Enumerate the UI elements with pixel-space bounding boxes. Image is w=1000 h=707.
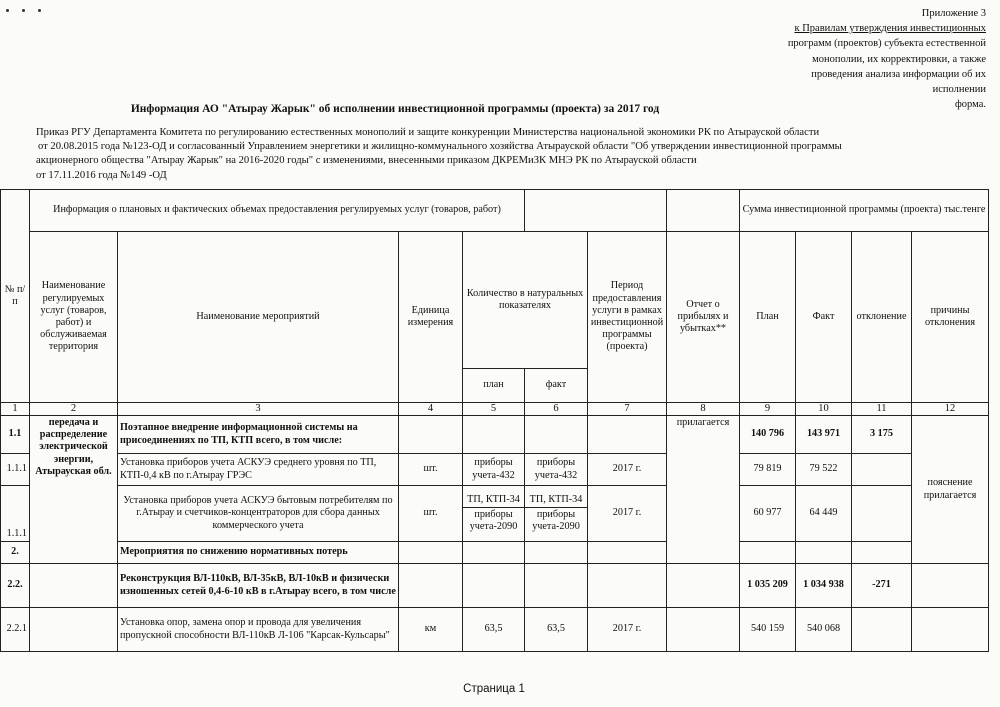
appendix-note: [756, 6, 986, 112]
reasons-cell: [912, 564, 989, 608]
unit-cell: [399, 542, 463, 564]
header-unit: Единица измерения: [399, 232, 463, 403]
document-title: Информация АО "Атырау Жарык" об исполнении инвестиционной программы (проекта) за 2017 год: [130, 103, 660, 115]
scan-speck: [6, 9, 9, 12]
appendix-line: программ (проектов) субъекта естественной: [787, 38, 986, 50]
order-reference: [36, 126, 966, 183]
period-cell: 2017 г.: [588, 486, 667, 542]
col-number: 2: [30, 403, 118, 416]
col-number: 4: [399, 403, 463, 416]
report-cell: прилагается: [667, 416, 740, 564]
period-cell: 2017 г.: [588, 454, 667, 486]
col-number: 5: [463, 403, 525, 416]
measure-cell: Мероприятия по снижению нормативных потерь: [118, 542, 399, 564]
scan-speck: [22, 9, 25, 12]
deviation-cell: [852, 542, 912, 564]
unit-cell: шт.: [399, 486, 463, 542]
fact-cell: 540 068: [796, 608, 852, 652]
deviation-cell: [852, 608, 912, 652]
measure-cell: Реконструкция ВЛ-110кВ, ВЛ-35кВ, ВЛ-10кВ и физически изношенных сетей 0,4-6-10 кВ в г.Атырау всего, в том числе: [118, 564, 399, 608]
unit-cell: км: [399, 608, 463, 652]
deviation-cell: [852, 486, 912, 542]
fact-cell: 79 522: [796, 454, 852, 486]
appendix-line: к Правилам утверждения инвестиционных: [794, 23, 986, 35]
header-reasons: причины отклонения: [912, 232, 989, 403]
measure-cell: Установка приборов учета АСКУЭ бытовым потребителям по г.Атырау и счетчиков-концентраторов для сбора данных коммерческого учета: [118, 486, 399, 542]
period-cell: [588, 542, 667, 564]
header-measure: Наименование мероприятий: [118, 232, 399, 403]
deviation-cell: [852, 454, 912, 486]
header-num: № п/п: [1, 190, 30, 403]
unit-cell: [399, 416, 463, 454]
order-line: от 17.11.2016 года №149 -ОД: [36, 169, 167, 181]
table-row: [1, 542, 989, 564]
deviation-cell: 3 175: [852, 416, 912, 454]
table-row: [1, 608, 989, 652]
order-line: акционерного общества "Атырау Жарык" на 2016-2020 годы" с изменениями, внесенными приказом ДКРЕМиЗК МНЭ РК по Атырауской области: [36, 155, 697, 167]
fact-qty-cell: [525, 542, 588, 564]
reasons-cell: [912, 608, 989, 652]
plan-cell: 60 977: [740, 486, 796, 542]
table-row: [1, 564, 989, 608]
row-number: 1.1.1: [1, 486, 30, 542]
plan-qty-line: ТП, КТП-34: [463, 493, 524, 508]
header-blank: [525, 190, 667, 232]
col-number: 8: [667, 403, 740, 416]
plan-cell: 140 796: [740, 416, 796, 454]
plan-cell: 1 035 209: [740, 564, 796, 608]
col-number: 10: [796, 403, 852, 416]
header-plan-qty: план: [463, 369, 525, 403]
col-number: 3: [118, 403, 399, 416]
col-number: 12: [912, 403, 989, 416]
order-line: Приказ РГУ Департамента Комитета по регулированию естественных монополий и защите конкуренции Министерства национальной экономики РК по Атырауской области: [36, 127, 820, 138]
report-cell: [667, 608, 740, 652]
measure-cell: Установка опор, замена опор и провода для увеличения пропускной способности ВЛ-110кВ Л-106 "Карсак-Кульсары": [118, 608, 399, 652]
period-cell: [588, 564, 667, 608]
header-report: Отчет о прибылях и убытках**: [667, 232, 740, 403]
plan-qty-line: приборы учета-2090: [469, 508, 518, 533]
scan-speck: [38, 9, 41, 12]
table-row: [1, 454, 989, 486]
plan-cell: 79 819: [740, 454, 796, 486]
fact-qty-cell: [525, 564, 588, 608]
measure-cell: Установка приборов учета АСКУЭ среднего уровня по ТП, КТП-0,4 кВ по г.Атырау ГРЭС: [118, 454, 399, 486]
plan-qty-cell: [463, 486, 525, 542]
service-cell: передача и распределение электрической энергии, Атырауская обл.: [30, 416, 118, 564]
header-sum-group: Сумма инвестиционной программы (проекта) тыс.тенге: [740, 190, 989, 232]
header-info-group: Информация о плановых и фактических объемах предоставления регулируемых услуг (товаров, работ): [30, 190, 525, 232]
measure-cell: Поэтапное внедрение информационной системы на присоединениях по ТП, КТП всего, в том числе:: [118, 416, 399, 454]
deviation-cell: -271: [852, 564, 912, 608]
row-number: 2.: [1, 542, 30, 564]
period-cell: [588, 416, 667, 454]
plan-cell: [740, 542, 796, 564]
fact-qty-cell: 63,5: [525, 608, 588, 652]
col-number: 1: [1, 403, 30, 416]
plan-qty-cell: [463, 416, 525, 454]
appendix-line: исполнении: [932, 84, 986, 96]
appendix-line: проведения анализа информации об их: [811, 68, 986, 80]
table-row: [1, 486, 989, 542]
plan-qty-cell: 63,5: [463, 608, 525, 652]
fact-cell: 1 034 938: [796, 564, 852, 608]
plan-qty-cell: [463, 542, 525, 564]
appendix-line: монополии, их корректировки, а также: [812, 53, 986, 65]
header-period: Период предоставления услуги в рамках инвестиционной программы (проекта): [588, 232, 667, 403]
header-deviation: отклонение: [852, 232, 912, 403]
fact-cell: 143 971: [796, 416, 852, 454]
plan-qty-cell: приборы учета-432: [463, 454, 525, 486]
unit-cell: шт.: [399, 454, 463, 486]
row-number: 1.1: [1, 416, 30, 454]
reasons-cell: пояснение прилагается: [912, 416, 989, 564]
investment-table: [0, 189, 989, 652]
report-cell: [667, 564, 740, 608]
order-line: от 20.08.2015 года №123-ОД и согласованный Управлением энергетики и жилищно-коммунального хозяйства Атырауской области "Об утверждении инвестиционной программы: [38, 141, 842, 153]
row-number: 1.1.1: [1, 454, 30, 486]
plan-cell: 540 159: [740, 608, 796, 652]
col-number: 6: [525, 403, 588, 416]
plan-qty-cell: [463, 564, 525, 608]
page-footer: Страница 1: [463, 683, 525, 695]
header-quantity: Количество в натуральных показателях: [463, 232, 588, 369]
appendix-line: форма.: [954, 99, 986, 111]
fact-qty-line: приборы учета-2090: [532, 508, 580, 533]
row-number: 2.2.1: [1, 608, 30, 652]
appendix-line: Приложение 3: [921, 8, 986, 19]
service-cell: [30, 608, 118, 652]
fact-qty-cell: приборы учета-432: [525, 454, 588, 486]
col-number: 11: [852, 403, 912, 416]
header-fact: Факт: [796, 232, 852, 403]
fact-cell: 64 449: [796, 486, 852, 542]
header-blank: [667, 190, 740, 232]
fact-qty-line: ТП, КТП-34: [525, 493, 587, 508]
unit-cell: [399, 564, 463, 608]
col-number: 7: [588, 403, 667, 416]
fact-qty-cell: [525, 416, 588, 454]
period-cell: 2017 г.: [588, 608, 667, 652]
table-row: [1, 416, 989, 454]
header-plan: План: [740, 232, 796, 403]
col-number: 9: [740, 403, 796, 416]
row-number: 2.2.: [1, 564, 30, 608]
fact-cell: [796, 542, 852, 564]
header-service: Наименование регулируемых услуг (товаров, работ) и обслуживаемая территория: [30, 232, 118, 403]
header-fact-qty: факт: [525, 369, 588, 403]
fact-qty-cell: [525, 486, 588, 542]
service-cell: [30, 564, 118, 608]
